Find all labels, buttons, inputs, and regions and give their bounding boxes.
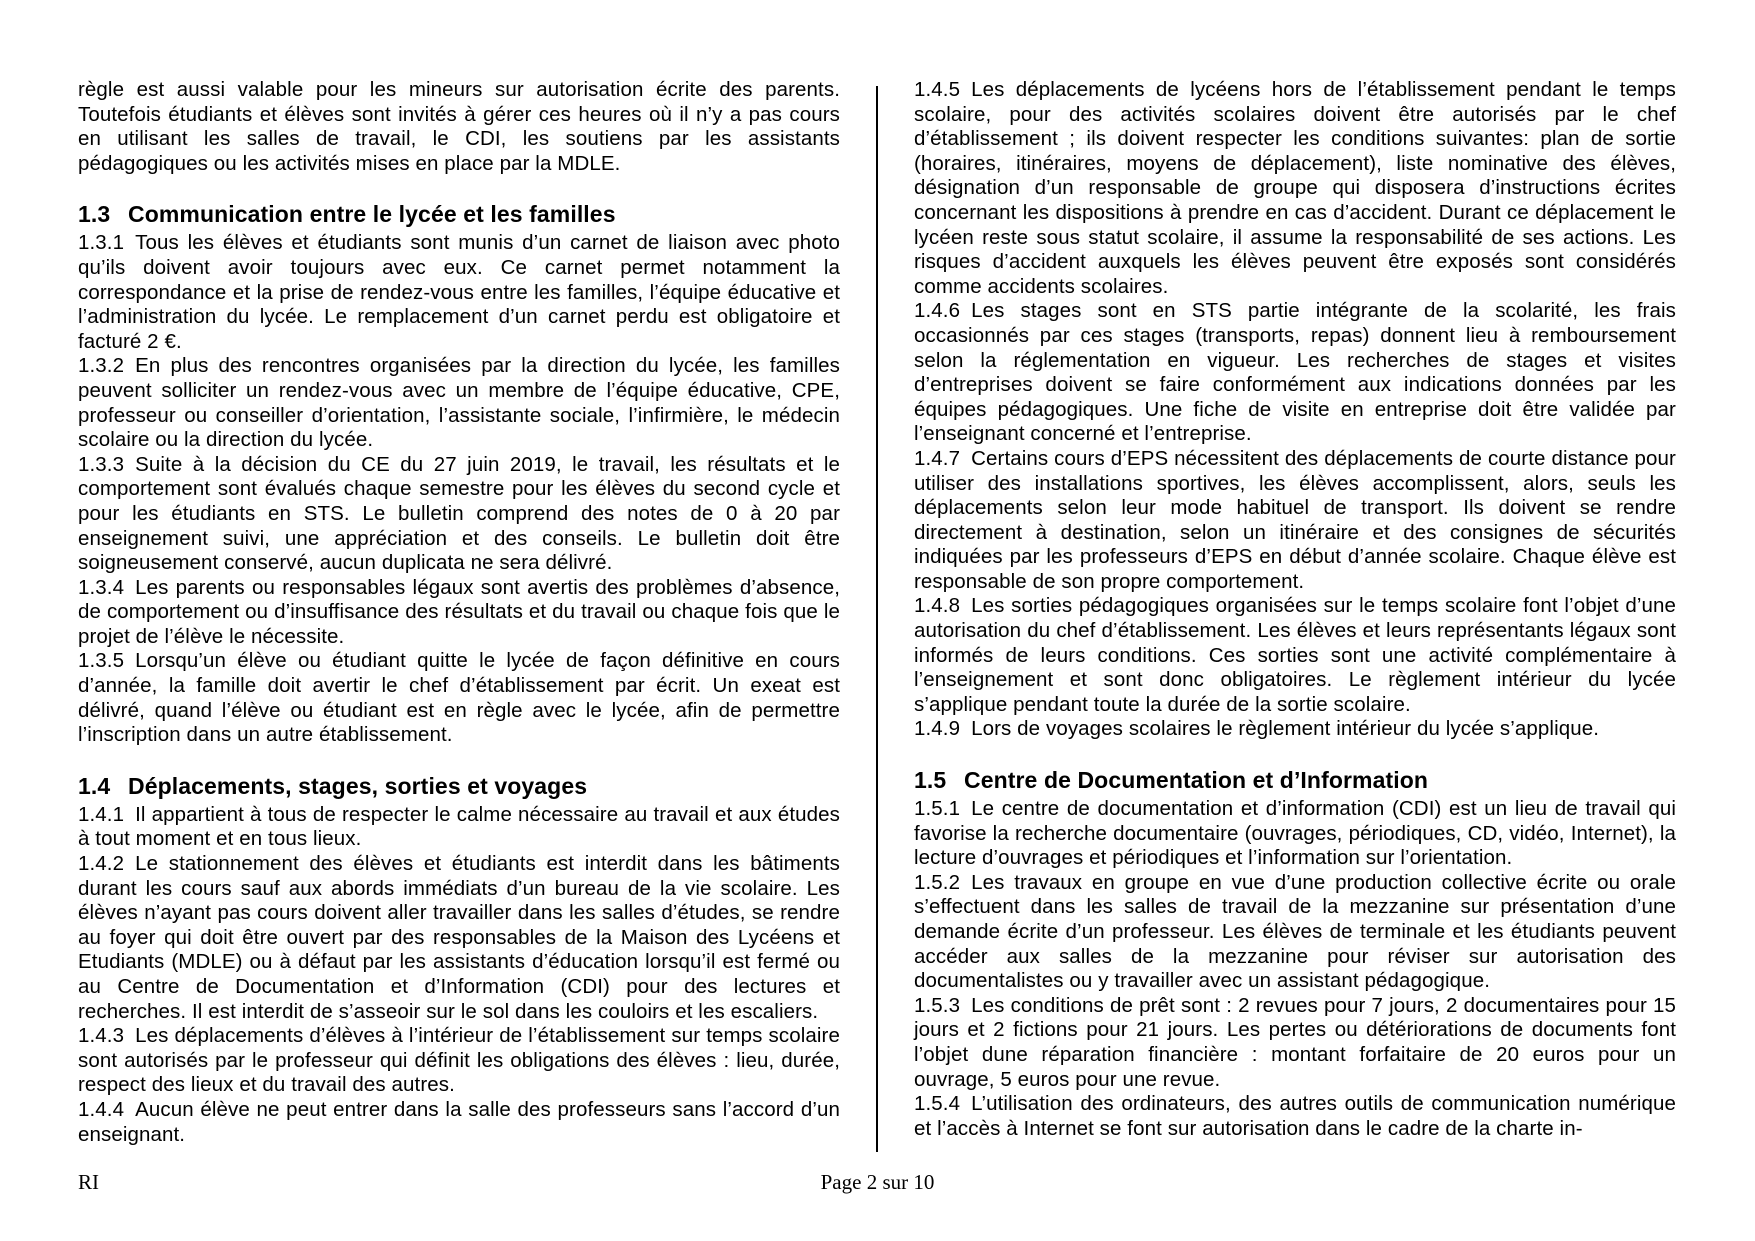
paragraph-1-4-6: [914, 299, 1676, 447]
item-text: Certains cours d’EPS nécessitent des déplacements de courte distance pour utiliser des installations sportives, les élèves accomplissent, alors, seuls les déplacements selon leur mode habituel de transport. Ils doivent se rendre directement à destination, selon un itinéraire et des consignes de sécurités indiquées par les professeurs d’EPS en début d’année scolaire. Chaque élève est responsable de son propre comportement.: [914, 446, 1676, 593]
item-text: Il appartient à tous de respecter le calme nécessaire au travail et aux études à tout moment et en tous lieux.: [78, 802, 840, 851]
section-heading-1-4: [78, 773, 840, 800]
item-number: 1.4.3: [78, 1024, 125, 1048]
item-text: En plus des rencontres organisées par la direction du lycée, les familles peuvent solliciter un rendez-vous avec un membre de l’équipe éducative, CPE, professeur ou conseiller d’orientation, l’assistante sociale, l’infirmière, le médecin scolaire ou la direction du lycée.: [78, 354, 840, 452]
item-number: 1.3.3: [78, 452, 125, 476]
paragraph-text: règle est aussi valable pour les mineurs sur autorisation écrite des parents. Toutefois étudiants et élèves sont invités à gérer ces heures où il n’y a pas cours en utilisant les salles de travail, le CDI, les soutiens par les assistants pédagogiques ou les activités mises en place par la MDLE.: [78, 78, 840, 175]
paragraph-1-5-3: [914, 994, 1676, 1092]
paragraph-1-5-2: [914, 871, 1676, 994]
paragraph-1-4-7: [914, 447, 1676, 595]
section-number: 1.4: [78, 772, 111, 799]
section-number: 1.3: [78, 201, 111, 228]
item-text: Les déplacements d’élèves à l’intérieur de l’établissement sur temps scolaire sont autorisés par le professeur qui définit les obligations des élèves : lieu, durée, respect des lieux et du travail des autres.: [78, 1024, 840, 1097]
item-text: L’utilisation des ordinateurs, des autres outils de communication numérique et l’accès à Internet se font sur autorisation dans le cadre de la charte in-: [914, 1092, 1676, 1140]
item-text: Aucun élève ne peut entrer dans la salle des professeurs sans l’accord d’un enseignant.: [78, 1097, 840, 1146]
paragraph-1-4-4: [78, 1098, 840, 1147]
paragraph-1-5-1: [914, 797, 1676, 871]
item-number: 1.5.3: [914, 993, 961, 1017]
item-text: Le centre de documentation et d’information (CDI) est un lieu de travail qui favorise la recherche documentaire (ouvrages, périodiques, CD, vidéo, Internet), la lecture d’ouvrages et périodiques et l’information sur l’orientation.: [914, 797, 1676, 870]
paragraph-1-4-3: [78, 1024, 840, 1098]
item-text: Les déplacements de lycéens hors de l’établissement pendant le temps scolaire, pour des activités scolaires doivent être autorisés par le chef d’établissement ; ils doivent respecter les conditions suivantes: plan de sortie (horaires, itinéraires, moyens de déplacement), liste nominative des élèves, désignation d’un responsable de groupe qui disposera d’instructions écrites concernant les dispositions à prendre en cas d’accident. Durant ce déplacement le lycéen reste sous statut scolaire, il assume la responsabilité de ses actions. Les risques d’accident auxquels les élèves peuvent être exposés sont considérés comme accidents scolaires.: [914, 78, 1676, 298]
item-text: Le stationnement des élèves et étudiants est interdit dans les bâtiments durant les cours sauf aux abords immédiats d’un bureau de la vie scolaire. Les élèves n’ayant pas cours doivent aller travailler dans les salles d’études, se rendre au foyer qui doit être ouvert par des responsables de la Maison des Lycéens et Etudiants (MDLE) ou à défaut par les assistants d’éducation lorsqu’il est fermé ou au Centre de Documentation et d’Information (CDI) pour des lectures et recherches. Il est interdit de s’asseoir sur le sol dans les couloirs et les escaliers.: [78, 852, 840, 1023]
item-number: 1.4.2: [78, 852, 125, 876]
item-text: Les travaux en groupe en vue d’une production collective écrite ou orale s’effectuent dans les salles de travail de la mezzanine sur présentation d’une demande écrite d’un professeur. Les élèves de terminale et les étudiants peuvent accéder aux salles de la mezzanine pour réviser sur autorisation des documentalistes ou y travailler avec un assistant pédagogique.: [914, 870, 1676, 993]
paragraph-1-3-5: [78, 649, 840, 747]
section-title: Centre de Documentation et d’Information: [964, 767, 1429, 794]
item-number: 1.4.5: [914, 78, 961, 101]
paragraph-1-4-2: [78, 852, 840, 1024]
left-column: [78, 78, 840, 1147]
item-number: 1.5.1: [914, 797, 961, 821]
item-text: Tous les élèves et étudiants sont munis d’un carnet de liaison avec photo qu’ils doivent avoir toujours avec eux. Ce carnet permet notamment la correspondance et la prise de rendez-vous entre les familles, l’équipe éducative et l’administration du lycée. Le remplacement d’un carnet perdu est obligatoire et facturé 2 €.: [78, 231, 840, 353]
paragraph-1-5-4: [914, 1092, 1676, 1141]
paragraph-1-3-3: [78, 453, 840, 576]
section-title: Communication entre le lycée et les familles: [128, 201, 616, 228]
item-number: 1.4.9: [914, 717, 961, 741]
item-text: Les sorties pédagogiques organisées sur le temps scolaire font l’objet d’une autorisation du chef d’établissement. Les élèves et leurs représentants légaux sont informés de leurs conditions. Ces sorties sont une activité complémentaire à l’enseignement et sont donc obligatoires. Le règlement intérieur du lycée s’applique pendant toute la durée de la sortie scolaire.: [914, 594, 1676, 716]
item-text: Lorsqu’un élève ou étudiant quitte le lycée de façon définitive en cours d’année, la famille doit avertir le chef d’établissement par écrit. Un exeat est délivré, quand l’élève ou étudiant est en règle avec le lycée, afin de permettre l’inscription dans un autre établissement.: [78, 649, 840, 747]
footer-page-number: Page 2 sur 10: [820, 1170, 935, 1194]
item-number: 1.4.4: [78, 1097, 125, 1121]
item-number: 1.3.5: [78, 649, 125, 673]
right-column: [914, 78, 1676, 1141]
item-number: 1.5.4: [914, 1092, 961, 1116]
column-divider-rule: [876, 86, 878, 1152]
section-heading-1-5: [914, 767, 1676, 794]
item-number: 1.3.4: [78, 575, 125, 599]
paragraph-1-3-2: [78, 354, 840, 452]
item-number: 1.5.2: [914, 870, 961, 894]
item-text: Les conditions de prêt sont : 2 revues pour 7 jours, 2 documentaires pour 15 jours et 2 fictions pour 21 jours. Les pertes ou détériorations de documents font l’objet dune réparation financière : montant forfaitaire de 20 euros pour un ouvrage, 5 euros pour une revue.: [914, 993, 1676, 1091]
footer-doc-ref: RI: [78, 1170, 99, 1194]
paragraph-1-4-8: [914, 594, 1676, 717]
item-number: 1.4.7: [914, 446, 961, 470]
paragraph-intro-continuation: [78, 78, 840, 176]
item-text: Les stages sont en STS partie intégrante de la scolarité, les frais occasionnés par ces stages (transports, repas) donnent lieu à remboursement selon la réglementation en vigueur. Les recherches de stages et visites d’entreprises doivent se faire conformément aux indications données par les équipes pédagogiques. Une fiche de visite en entreprise doit être validée par l’enseignant concerné et l’entreprise.: [914, 299, 1676, 446]
item-number: 1.4.8: [914, 594, 961, 618]
item-text: Les parents ou responsables légaux sont avertis des problèmes d’absence, de comportement ou d’insuffisance des résultats et du travail ou chaque fois que le projet de l’élève le nécessite.: [78, 575, 840, 648]
paragraph-1-3-1: [78, 231, 840, 354]
item-number: 1.4.1: [78, 802, 125, 826]
paragraph-1-4-5: [914, 78, 1676, 299]
item-text: Lors de voyages scolaires le règlement intérieur du lycée s’applique.: [971, 717, 1600, 741]
section-number: 1.5: [914, 767, 947, 794]
item-text: Suite à la décision du CE du 27 juin 2019, le travail, les résultats et le comportement sont évalués chaque semestre pour les élèves du second cycle et pour les étudiants en STS. Le bulletin comprend des notes de 0 à 20 par enseignement suivi, une appréciation et des conseils. Le bulletin doit être soigneusement conservé, aucun duplicata ne sera délivré.: [78, 452, 840, 575]
item-number: 1.4.6: [914, 299, 961, 323]
item-number: 1.3.2: [78, 354, 125, 378]
section-heading-1-3: [78, 201, 840, 228]
section-title: Déplacements, stages, sorties et voyages: [128, 772, 588, 799]
item-number: 1.3.1: [78, 231, 125, 255]
paragraph-1-4-1: [78, 803, 840, 852]
paragraph-1-3-4: [78, 576, 840, 650]
paragraph-1-4-9: [914, 717, 1676, 742]
